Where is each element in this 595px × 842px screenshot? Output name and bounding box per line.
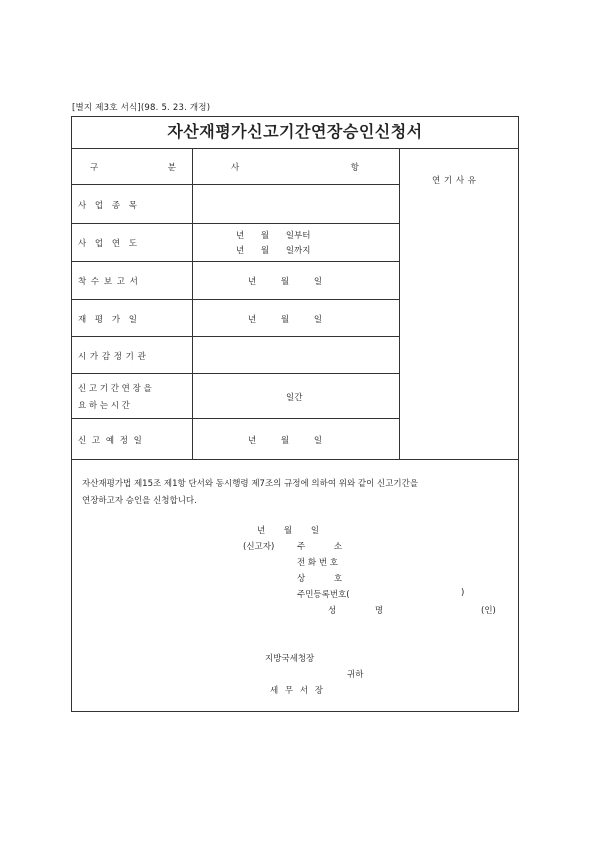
label-start-report: 착 수 보 고 서	[78, 277, 139, 287]
column-divider	[399, 148, 400, 459]
statement-line-1: 자산재평가법 제15조 제1항 단서와 동시행령 제7조의 규정에 의하여 위와 같이 신고기간을	[82, 479, 419, 489]
applicant-label: (신고자)	[243, 542, 275, 552]
address-label: 주 소	[297, 542, 343, 552]
table-bottom-divider	[71, 459, 519, 460]
resident-number-label: 주민등록번호(	[297, 590, 350, 600]
row-divider	[71, 184, 399, 185]
header-reason: 연 기 사 유	[432, 176, 476, 186]
recipient-honorific: 귀하	[347, 670, 364, 680]
header-item-part: 항	[350, 163, 359, 173]
value-start-report-date: 년 월 일	[248, 277, 323, 287]
row-divider	[71, 261, 399, 262]
row-divider	[71, 223, 399, 224]
form-title: 자산재평가신고기간연장승인신청서	[167, 122, 423, 141]
recipient-regional-office: 지방국세청장	[265, 654, 315, 664]
label-appraiser: 시 가 감 정 기 관	[78, 352, 147, 362]
row-divider	[71, 336, 399, 337]
name-label: 성 명	[328, 606, 384, 616]
recipient-tax-office: 세 무 서 장	[270, 686, 325, 696]
value-scheduled-date: 년 월 일	[248, 436, 323, 446]
row-divider	[71, 299, 399, 300]
header-item-part: 사	[231, 163, 240, 173]
row-divider	[71, 418, 399, 419]
title-divider	[71, 148, 519, 149]
header-category-part: 구	[90, 163, 99, 173]
label-extension-period-line1: 신 고 기 간 연 장 을	[78, 384, 152, 394]
row-divider	[71, 373, 399, 374]
value-extension-period: 일간	[286, 393, 303, 403]
seal-mark: (인)	[481, 606, 496, 616]
value-business-year-to: 년 월 일까지	[236, 246, 311, 256]
statement-line-2: 연장하고자 승인을 신청합니다.	[82, 496, 197, 506]
header-item	[231, 161, 359, 173]
business-name-label: 상 호	[297, 574, 343, 584]
phone-label: 전 화 번 호	[297, 558, 338, 568]
value-revaluation-date: 년 월 일	[248, 315, 323, 325]
header-category-part: 분	[167, 163, 176, 173]
resident-number-close: )	[461, 588, 465, 598]
form-number-note: [별지 제3호 서식](98. 5. 23. 개정)	[72, 103, 211, 113]
label-business-year: 사 업 연 도	[78, 239, 140, 249]
value-business-year-from: 년 월 일부터	[236, 231, 311, 241]
label-revaluation-date: 재 평 가 일	[78, 315, 140, 325]
header-category	[90, 161, 176, 173]
label-business-type: 사 업 종 목	[78, 201, 140, 211]
application-statement	[82, 476, 512, 510]
column-divider	[192, 148, 193, 459]
label-scheduled-date: 신 고 예 정 일	[78, 436, 144, 446]
label-extension-period-line2: 요 하 는 시 간	[78, 401, 130, 411]
application-date: 년 월 일	[257, 526, 320, 536]
